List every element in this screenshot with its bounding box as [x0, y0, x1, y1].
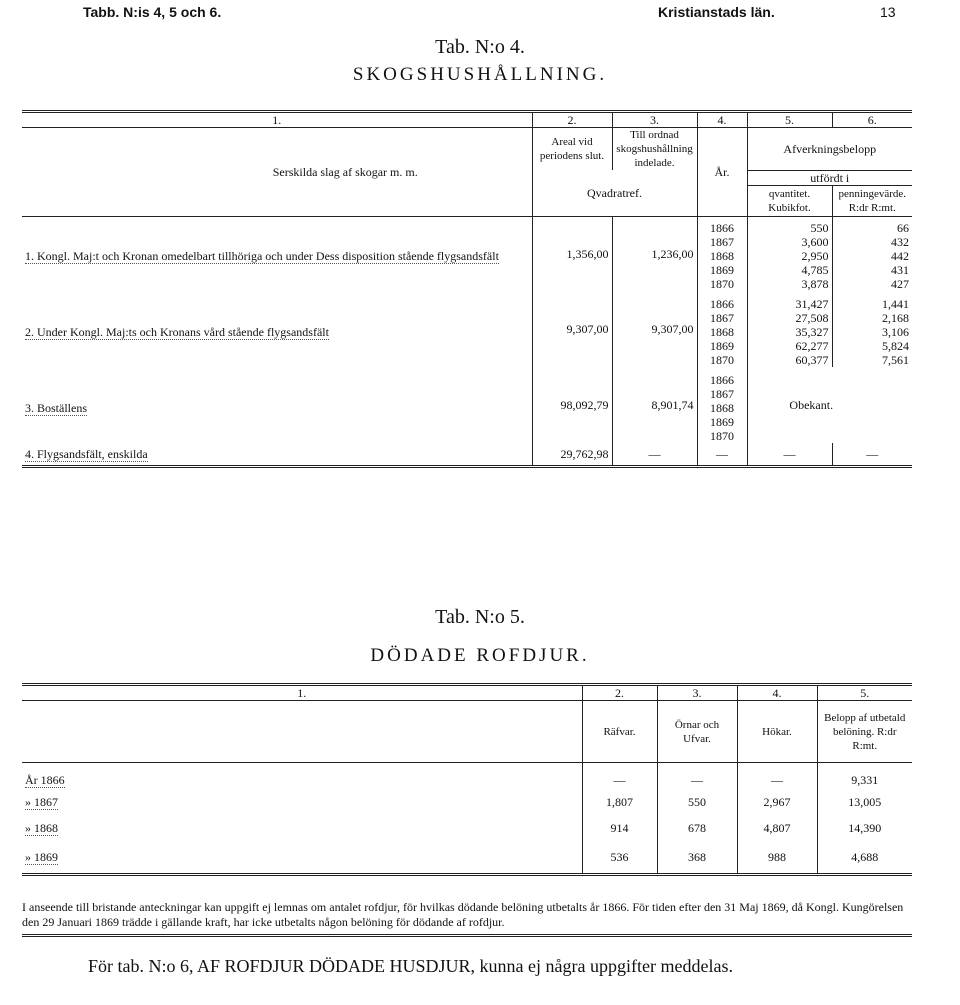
cell: 988	[737, 841, 817, 875]
col6-head: penningevärde. R:dr R:mt.	[832, 185, 912, 216]
row-label: 3. Boställens	[25, 400, 87, 415]
year-list: 1866 1867 1868 1869 1870	[697, 291, 747, 367]
areal-cell: 1,356,00	[532, 216, 612, 291]
cell: 1,807	[582, 789, 657, 815]
table-row	[22, 291, 912, 367]
qty-list: 550 3,600 2,950 4,785 3,878	[747, 216, 832, 291]
areal-cell: 29,762,98	[532, 443, 612, 467]
row-label: 2. Under Kongl. Maj:ts och Kronans vård stående flygsandsfält	[25, 324, 329, 339]
colnum: 1.	[297, 686, 307, 700]
colnum: 3.	[612, 112, 697, 128]
cell: 9,331	[817, 763, 912, 789]
cell: 550	[657, 789, 737, 815]
tab4-colnumbers	[22, 112, 912, 128]
cell: 4,807	[737, 815, 817, 841]
qty-list: 31,427 27,508 35,327 62,277 60,377	[747, 291, 832, 367]
col-head-rafvar: Räfvar.	[582, 701, 657, 763]
areal-cell: 9,307,00	[532, 291, 612, 367]
colnum: 4.	[737, 685, 817, 701]
value-list: 1,441 2,168 3,106 5,824 7,561	[832, 291, 912, 367]
row-label: » 1867	[25, 794, 58, 809]
tab5-title: Tab. N:o 5.	[435, 606, 525, 628]
tab4-table	[22, 110, 912, 468]
tab5-table	[22, 683, 912, 876]
table-row	[22, 367, 912, 443]
row-label: År 1866	[25, 772, 65, 787]
colnum: 3.	[657, 685, 737, 701]
group-sub: utfördt i	[747, 170, 912, 185]
ordnad-cell: —	[612, 443, 697, 467]
table-row	[22, 841, 912, 875]
tab4-subtitle: SKOGSHUSHÅLLNING.	[352, 64, 608, 85]
cell: 678	[657, 815, 737, 841]
table-row	[22, 216, 912, 291]
qty-cell: —	[747, 443, 832, 467]
ordnad-cell: 8,901,74	[612, 367, 697, 443]
cell: 914	[582, 815, 657, 841]
col2-head: Areal vid periodens slut.	[532, 128, 612, 171]
colnum: 2.	[582, 685, 657, 701]
year-list: 1866 1867 1868 1869 1870	[697, 367, 747, 443]
tab5-note: I anseende till bristande anteckningar kan uppgift ej lemnas om antalet rofdjur, för hvilkas dödande belöning utbetalts år 1866. För tiden efter den 31 Maj 1869, då Kongl. Kungörelsen den 29 Januari 1869 trädde i gällande kraft, har icke utbetalts någon belöning för dödande af rofdjur.	[22, 900, 904, 929]
tab4-title: Tab. N:o 4.	[435, 36, 525, 58]
group-head: Afverkningsbelopp	[747, 128, 912, 171]
cell: 13,005	[817, 789, 912, 815]
col-head-hokar: Hökar.	[737, 701, 817, 763]
colnum: 5.	[747, 112, 832, 128]
cell: 14,390	[817, 815, 912, 841]
table-row	[22, 763, 912, 789]
row-label: 1. Kongl. Maj:t och Kronan omedelbart tillhöriga och under Dess disposition stående flygsandsfält	[25, 248, 499, 263]
row-label: » 1869	[25, 849, 58, 864]
tab5-subtitle: DÖDADE ROFDJUR.	[370, 645, 590, 666]
cell: 4,688	[817, 841, 912, 875]
table-row	[22, 815, 912, 841]
cell: —	[737, 763, 817, 789]
colnum: 2.	[532, 112, 612, 128]
colnum: 1.	[272, 113, 282, 127]
colnum: 4.	[697, 112, 747, 128]
col1-head-empty	[22, 701, 582, 763]
col-head-belopp: Belopp af utbetald belöning. R:dr R:mt.	[817, 701, 912, 763]
year-cell: —	[697, 443, 747, 467]
footer-text: För tab. N:o 6, AF ROFDJUR DÖDADE HUSDJUR, kunna ej några uppgifter meddelas.	[88, 956, 733, 976]
colnum: 6.	[832, 112, 912, 128]
ordnad-cell: 1,236,00	[612, 216, 697, 291]
col3-head: Till ordnad skogshushållning indelade.	[612, 128, 697, 171]
cell: —	[582, 763, 657, 789]
tab5-colnumbers	[22, 685, 912, 701]
colnum: 5.	[817, 685, 912, 701]
year-list: 1866 1867 1868 1869 1870	[697, 216, 747, 291]
areal-cell: 98,092,79	[532, 367, 612, 443]
ordnad-cell: 9,307,00	[612, 291, 697, 367]
header-center: Kristianstads län.	[658, 4, 775, 20]
note-rule	[22, 934, 912, 937]
col5-head: qvantitet. Kubikfot.	[747, 185, 832, 216]
col4-head: År.	[697, 128, 747, 217]
unit-head: Qvadratref.	[532, 170, 697, 216]
col1-head: Serskilda slag af skogar m. m.	[272, 164, 418, 179]
value-cell: —	[832, 443, 912, 467]
cell: 536	[582, 841, 657, 875]
page-number: 13	[880, 4, 896, 20]
table-row	[22, 789, 912, 815]
row-label: 4. Flygsandsfält, enskilda	[25, 446, 148, 461]
cell: 368	[657, 841, 737, 875]
cell: 2,967	[737, 789, 817, 815]
unknown-note: Obekant.	[747, 367, 912, 443]
cell: —	[657, 763, 737, 789]
tab5-header-row	[22, 701, 912, 763]
table-row	[22, 443, 912, 467]
header-left: Tabb. N:is 4, 5 och 6.	[83, 4, 222, 20]
value-list: 66 432 442 431 427	[832, 216, 912, 291]
row-label: » 1868	[25, 820, 58, 835]
col-head-ornar: Örnar och Ufvar.	[657, 701, 737, 763]
